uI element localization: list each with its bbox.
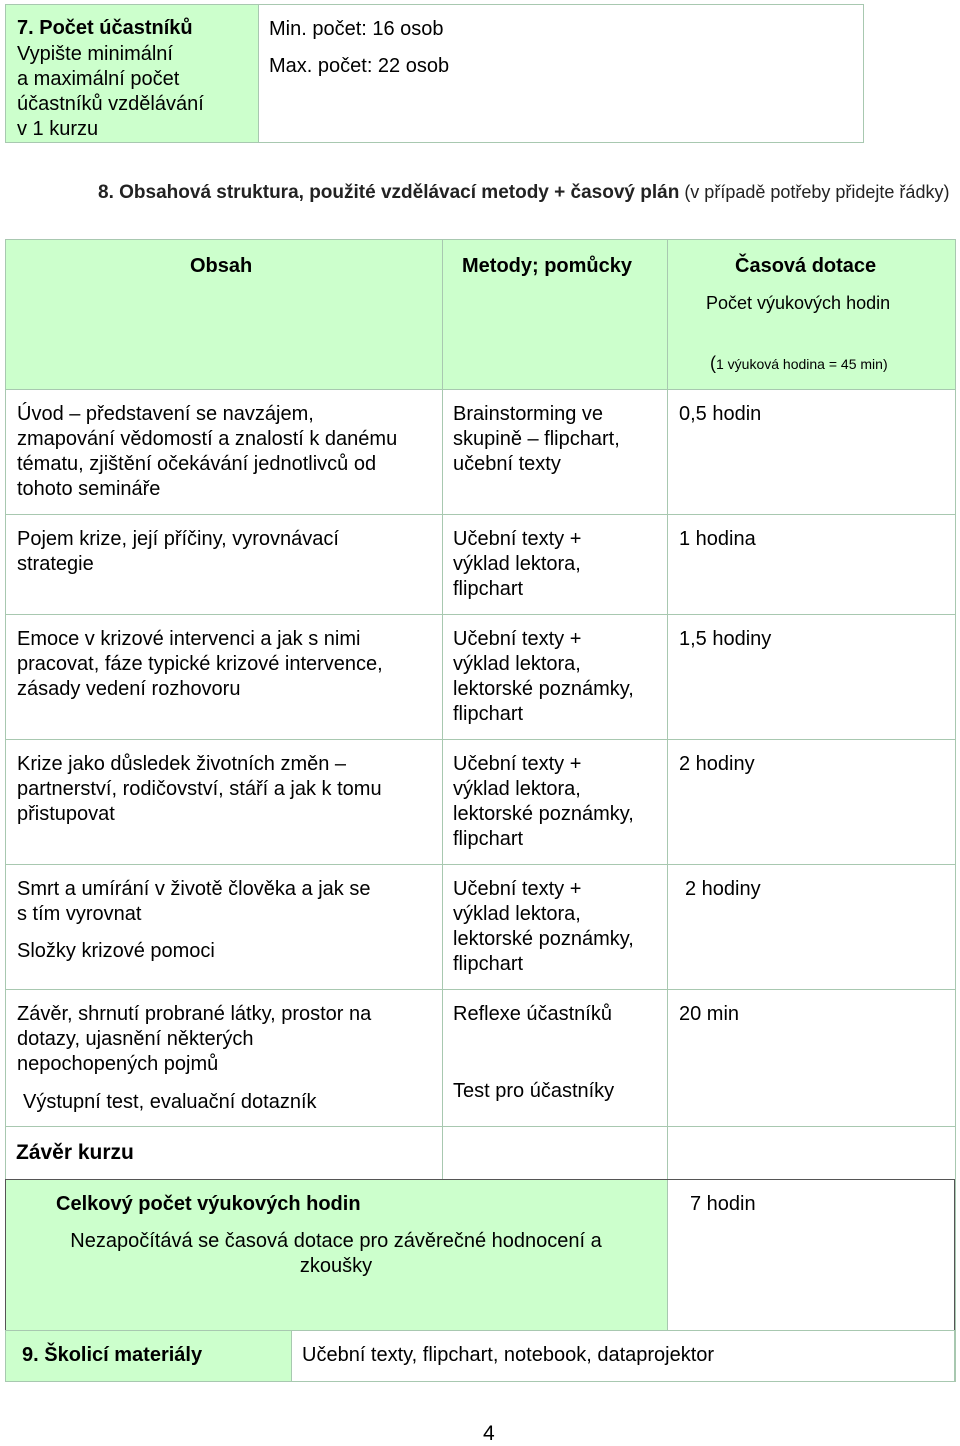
- page-number: 4: [483, 1422, 495, 1445]
- row5-content: Smrt a umírání v životě člověka a jak se s tím vyrovnat: [17, 878, 371, 925]
- row1-methods: Brainstorming ve skupině – flipchart, učební texty: [453, 403, 620, 475]
- row3-time: 1,5 hodiny: [679, 628, 772, 650]
- header-time: Časová dotace: [735, 255, 877, 277]
- row5-content-extra: Složky krizové pomoci: [17, 940, 215, 962]
- table-hline-2: [6, 514, 955, 515]
- participants-max: Max. počet: 22 osob: [269, 55, 450, 77]
- closing-label: Závěr kurzu: [16, 1141, 134, 1164]
- row5-methods: Učební texty + výklad lektora, lektorské poznámky, flipchart: [453, 878, 634, 975]
- section8-heading-bold: Obsahová struktura, použité vzdělávací metody + časový plán: [119, 182, 680, 203]
- table-hline-5: [6, 864, 955, 865]
- header-methods: Metody; pomůcky: [462, 255, 633, 277]
- row2-content: Pojem krize, její příčiny, vyrovnávací strategie: [17, 528, 339, 575]
- section8-number: 8.: [98, 182, 114, 203]
- table-hline-4: [6, 739, 955, 740]
- participants-title: 7. Počet účastníků: [17, 17, 193, 39]
- row6-content: Závěr, shrnutí probrané látky, prostor na dotazy, ujasnění některých nepochopených pojmů: [17, 1003, 372, 1075]
- header-time-note-paren: (: [710, 353, 716, 373]
- row1-time: 0,5 hodin: [679, 403, 762, 425]
- row3-methods: Učební texty + výklad lektora, lektorské poznámky, flipchart: [453, 628, 634, 725]
- row4-content: Krize jako důsledek životních změn – partnerství, rodičovství, stáří a jak k tomu přistupovat: [17, 753, 382, 825]
- header-time-sub: Počet výukových hodin: [706, 293, 891, 313]
- row6-time: 20 min: [679, 1003, 740, 1025]
- table-vline-2: [667, 240, 668, 1330]
- materials-value: Učební texty, flipchart, notebook, dataprojektor: [302, 1344, 715, 1366]
- table-hline-6: [6, 989, 955, 990]
- header-time-note-text: 1 výuková hodina = 45 min): [716, 356, 888, 372]
- table-hline-1: [6, 389, 955, 390]
- total-note: Nezapočítává se časová dotace pro závěrečné hodnocení a zkoušky: [70, 1230, 602, 1277]
- row6-content-extra: Výstupní test, evaluační dotazník: [23, 1091, 317, 1113]
- section8-heading: [98, 180, 956, 205]
- participants-instruction: Vypište minimální a maximální počet účastníků vzdělávání v 1 kurzu: [17, 43, 204, 140]
- header-content: Obsah: [190, 255, 253, 277]
- row2-time: 1 hodina: [679, 528, 756, 550]
- total-value: 7 hodin: [690, 1193, 756, 1215]
- materials-label: 9. Školicí materiály: [22, 1344, 203, 1366]
- row4-time: 2 hodiny: [679, 753, 755, 775]
- participants-min: Min. počet: 16 osob: [269, 18, 444, 40]
- section8-heading-note: (v případě potřeby přidejte řádky): [679, 182, 950, 202]
- table-hline-3: [6, 614, 955, 615]
- table-vline-1: [442, 240, 443, 1180]
- header-time-note: [710, 326, 888, 377]
- row6-methods: Reflexe účastníků: [453, 1003, 612, 1025]
- row3-content: Emoce v krizové intervenci a jak s nimi pracovat, fáze typické krizové intervence, zásady vedení rozhovoru: [17, 628, 383, 700]
- row6-methods-extra: Test pro účastníky: [453, 1080, 615, 1102]
- total-label: Celkový počet výukových hodin: [56, 1193, 361, 1215]
- row5-time: 2 hodiny: [685, 878, 761, 900]
- row2-methods: Učební texty + výklad lektora, flipchart: [453, 528, 582, 600]
- table-hline-7: [6, 1126, 955, 1127]
- row1-content: Úvod – představení se navzájem, zmapování vědomostí a znalostí k danému tématu, zjištění očekávání jednotlivců od tohoto semináře: [17, 403, 398, 500]
- row4-methods: Učební texty + výklad lektora, lektorské poznámky, flipchart: [453, 753, 634, 850]
